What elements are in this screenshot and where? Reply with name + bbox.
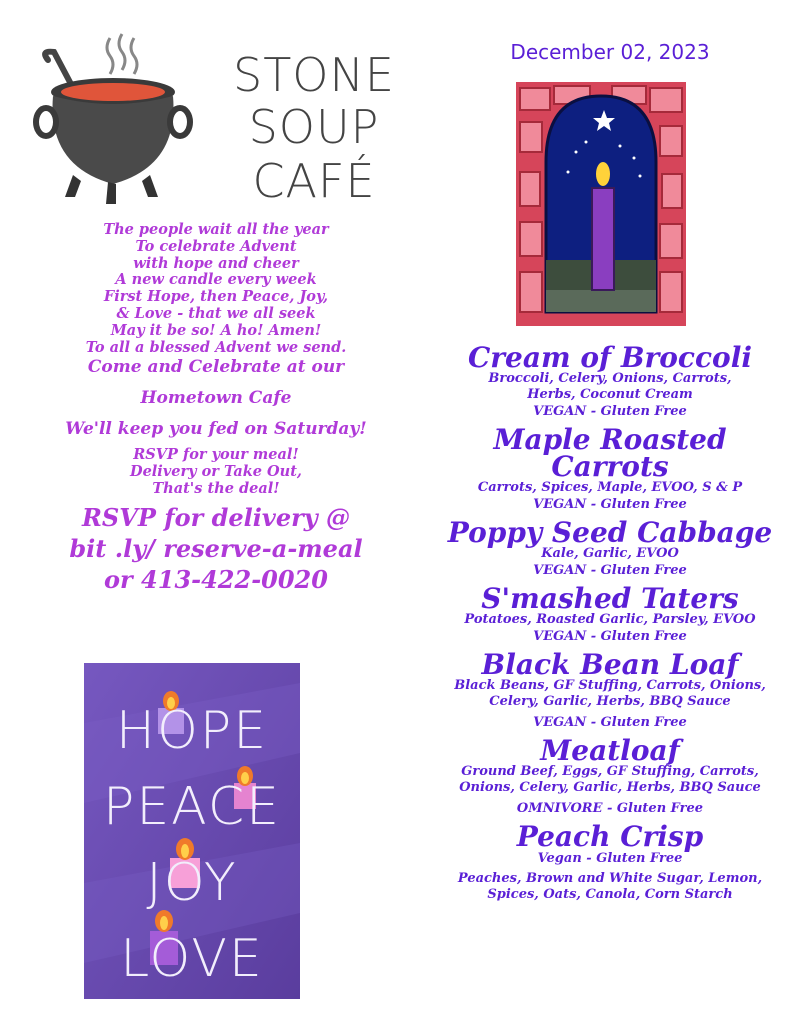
menu-item: [425, 648, 795, 731]
rsvp-delivery-text: RSVP for delivery @: [81, 502, 351, 532]
poem-line: The people wait all the year: [103, 221, 329, 238]
soup-pot-icon: [28, 30, 228, 215]
dish-name: Cream of Broccoli: [468, 341, 752, 374]
dish-diet-tag: VEGAN - Gluten Free: [533, 497, 687, 512]
poem-line: with hope and cheer: [133, 254, 299, 272]
dish-diet-tag: VEGAN - Gluten Free: [533, 563, 687, 578]
card-word-joy: JOY: [146, 853, 238, 913]
dish-diet-tag: OMNIVORE - Gluten Free: [516, 801, 704, 816]
poem-line: & Love - that we all seek: [116, 304, 316, 322]
advent-poem: [36, 222, 396, 595]
rsvp-line: That's the deal!: [152, 479, 280, 497]
dish-ingredients: Broccoli, Celery, Onions, Carrots,: [488, 371, 732, 386]
logo-word-soup: SOUP: [248, 100, 380, 154]
menu-item: [425, 423, 795, 513]
dish-name: Black Bean Loaf: [481, 648, 739, 681]
poem-line: First Hope, then Peace, Joy,: [103, 288, 329, 306]
dish-name: S'mashed Taters: [481, 582, 739, 615]
dish-ingredients: Onions, Celery, Garlic, Herbs, BBQ Sauce: [459, 780, 761, 795]
cafe-logo: [28, 30, 395, 215]
dish-diet-tag: VEGAN - Gluten Free: [533, 715, 687, 730]
menu-item: [425, 820, 795, 903]
card-word-peace: PEACE: [102, 777, 282, 837]
dish-diet-tag: VEGAN - Gluten Free: [533, 404, 687, 419]
menu-item: [425, 341, 795, 420]
menu-date: December 02, 2023: [510, 40, 710, 64]
menu-item: [425, 582, 795, 645]
dish-ingredients: Peaches, Brown and White Sugar, Lemon,: [457, 871, 763, 886]
dish-name: Poppy Seed Cabbage: [447, 516, 773, 549]
dish-ingredients: Potatoes, Roasted Garlic, Parsley, EVOO: [464, 612, 756, 627]
dish-ingredients: Kale, Garlic, EVOO: [541, 546, 679, 561]
dish-name: Peach Crisp: [516, 820, 704, 853]
dish-ingredients: Black Beans, GF Stuffing, Carrots, Onions,: [454, 678, 766, 693]
menu-list: [425, 341, 795, 903]
dish-ingredients: Spices, Oats, Canola, Corn Starch: [487, 887, 733, 902]
logo-word-stone: STONE: [233, 48, 395, 102]
poem-line: To celebrate Advent: [135, 237, 297, 255]
card-word-love: LOVE: [120, 929, 264, 989]
dish-ingredients: Celery, Garlic, Herbs, BBQ Sauce: [489, 694, 731, 709]
keep-you-fed-text: We'll keep you fed on Saturday!: [65, 419, 367, 440]
dish-ingredients: Herbs, Coconut Cream: [527, 387, 693, 402]
logo-word-cafe: CAFÉ: [252, 154, 376, 208]
poem-line: To all a blessed Advent we send.: [85, 338, 347, 356]
card-word-hope: HOPE: [115, 701, 269, 761]
stained-glass-candle-image: [516, 82, 686, 326]
rsvp-line: RSVP for your meal!: [133, 446, 299, 464]
dish-ingredients: Carrots, Spices, Maple, EVOO, S & P: [477, 480, 743, 495]
dish-diet-tag: VEGAN - Gluten Free: [533, 629, 687, 644]
dish-name: Maple Roasted Carrots: [493, 423, 727, 483]
menu-item: [425, 734, 795, 817]
advent-words-card: [84, 663, 300, 999]
dish-name: Meatloaf: [540, 734, 680, 767]
dish-diet-tag: Vegan - Gluten Free: [537, 851, 683, 866]
poem-line: A new candle every week: [115, 271, 317, 289]
hometown-cafe-text: Hometown Cafe: [140, 388, 292, 409]
come-celebrate-text: Come and Celebrate at our: [87, 357, 345, 378]
poem-line: May it be so! A ho! Amen!: [110, 321, 322, 339]
dish-ingredients: Ground Beef, Eggs, GF Stuffing, Carrots,: [461, 764, 759, 779]
reserve-link-text: bit .ly/ reserve-a-meal: [69, 533, 363, 563]
phone-number-text: or 413-422-0020: [104, 564, 328, 594]
rsvp-line: Delivery or Take Out,: [130, 463, 302, 481]
menu-item: [425, 516, 795, 579]
